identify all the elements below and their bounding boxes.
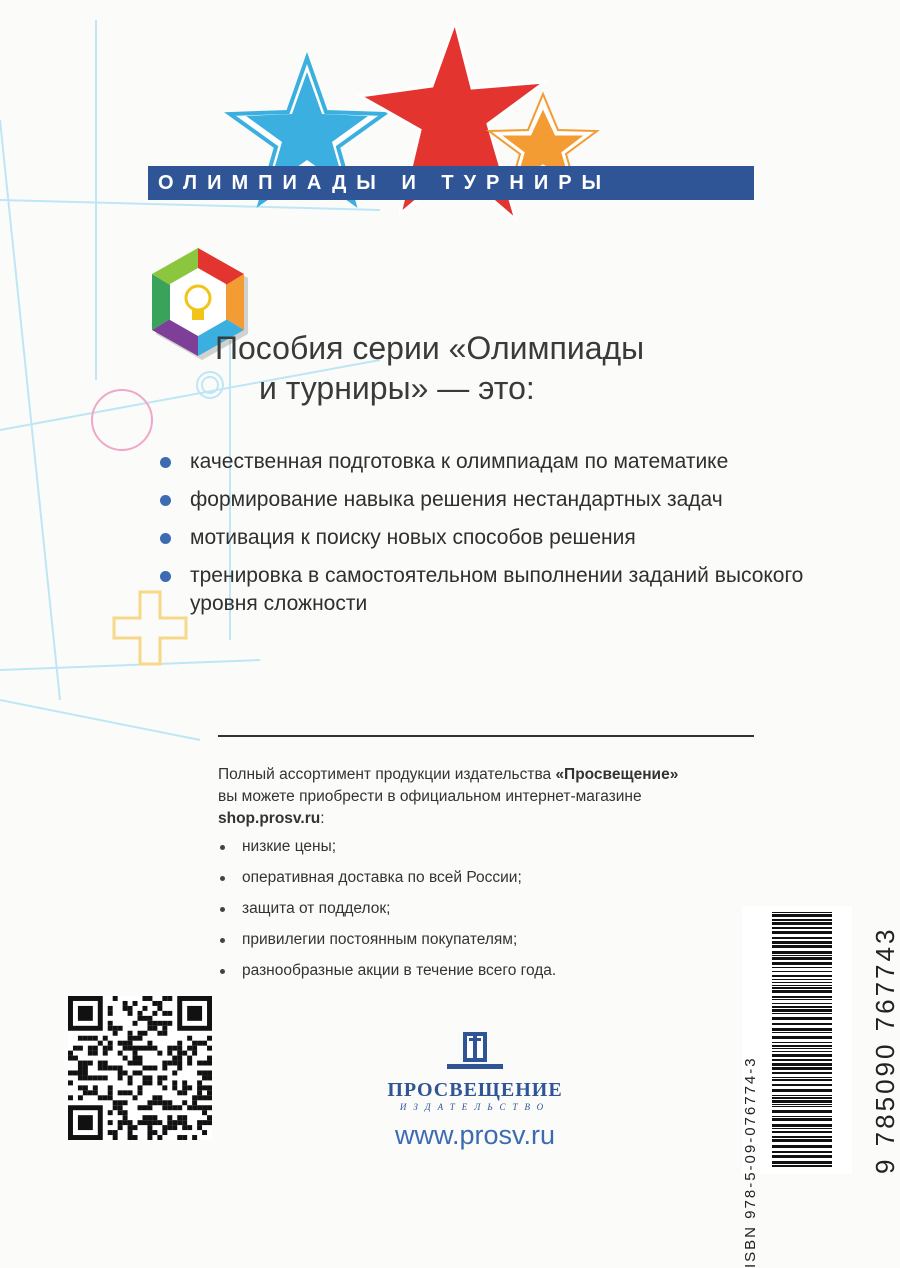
feature-item: качественная подготовка к олимпиадам по математике [160, 448, 860, 476]
bullet-icon [160, 495, 171, 506]
divider [218, 735, 754, 737]
publisher-subtitle: ИЗДАТЕЛЬСТВО [399, 1102, 551, 1112]
list-item: оперативная доставка по всей России; [218, 867, 556, 889]
pink-circle-decoration [92, 390, 152, 450]
prosv-logo-icon [447, 1030, 503, 1074]
feature-item: тренировка в самостоятельном выполнении заданий высокого уровня сложности [160, 562, 860, 618]
bullet-icon [160, 457, 171, 468]
stars-icon [0, 0, 900, 240]
bullet-icon [160, 571, 171, 582]
headline-line-1: Пособия серии «Олимпиады [215, 330, 645, 366]
shop-intro: Полный ассортимент продукции издательства «Просвещение» вы можете приобрести в официальном интернет-магазине shop.prosv.ru: [218, 766, 679, 827]
ean-digits: 9 785090 767743 [870, 926, 900, 1174]
publisher-logo [370, 1030, 580, 1113]
headline [215, 328, 775, 408]
shop-url[interactable]: shop.prosv.ru [218, 810, 321, 827]
features-list [160, 448, 860, 628]
publisher-name-quoted: «Просвещение» [555, 766, 679, 783]
list-item: разнообразные акции в течение всего года. [218, 960, 556, 982]
publisher-website[interactable]: www.prosv.ru [394, 1120, 556, 1150]
shop-benefits-list [218, 836, 556, 991]
list-item: низкие цены; [218, 836, 556, 858]
list-item: защита от подделок; [218, 898, 556, 920]
series-title: ОЛИМПИАДЫ И ТУРНИРЫ [158, 172, 612, 194]
feature-item: формирование навыка решения нестандартных задач [160, 486, 860, 514]
headline-line-2: и турниры» — это: [259, 370, 535, 406]
isbn-label: ISBN 978-5-09-076774-3 [742, 1056, 759, 1268]
list-item: привилегии постоянным покупателям; [218, 929, 556, 951]
feature-item: мотивация к поиску новых способов решения [160, 524, 860, 552]
publisher-name: ПРОСВЕЩЕНИЕ [387, 1079, 563, 1101]
qr-code-icon[interactable] [68, 996, 212, 1140]
bullet-icon [160, 533, 171, 544]
